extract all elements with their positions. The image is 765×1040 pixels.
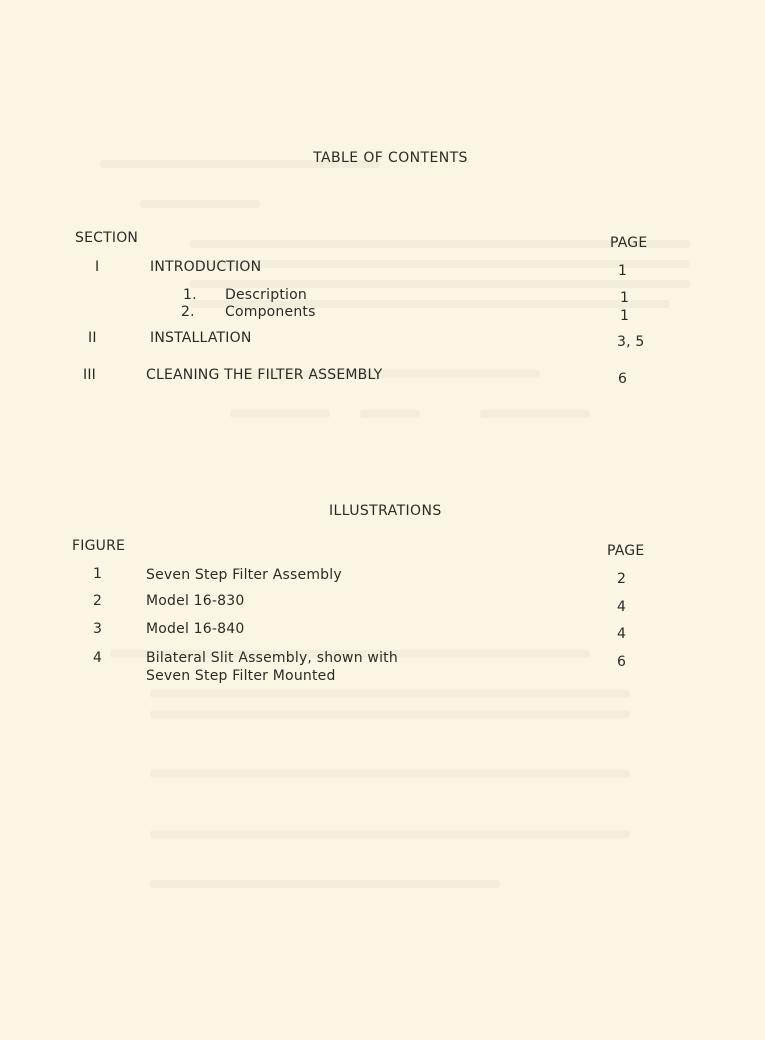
section-page: 3, 5 <box>617 334 645 350</box>
figure-title: Model 16-840 <box>146 621 245 637</box>
figure-number: 1 <box>93 566 103 582</box>
figure-title-continued: Seven Step Filter Mounted <box>146 668 336 684</box>
section-title: INTRODUCTION <box>150 259 262 275</box>
figure-page: 4 <box>617 599 627 615</box>
subsection-title: Description <box>225 287 307 303</box>
section-title: CLEANING THE FILTER ASSEMBLY <box>146 367 383 383</box>
bleed-through-texture <box>60 60 700 940</box>
figure-page: 2 <box>617 571 627 587</box>
figure-page: 6 <box>617 654 627 670</box>
section-title: INSTALLATION <box>150 330 252 346</box>
toc-page-column-header: PAGE <box>610 235 648 251</box>
figure-title: Seven Step Filter Assembly <box>146 567 342 583</box>
figure-title: Model 16-830 <box>146 593 245 609</box>
subsection-number: 2. <box>181 304 195 320</box>
figure-number: 4 <box>93 650 103 666</box>
figure-title: Bilateral Slit Assembly, shown with <box>146 650 398 666</box>
section-column-header: SECTION <box>75 230 139 246</box>
illustrations-title: ILLUSTRATIONS <box>329 503 442 519</box>
subsection-page: 1 <box>620 308 630 324</box>
toc-title: TABLE OF CONTENTS <box>313 150 468 166</box>
section-number: III <box>83 367 96 383</box>
section-number: I <box>95 259 100 275</box>
figure-page: 4 <box>617 626 627 642</box>
figure-number: 3 <box>93 621 103 637</box>
section-number: II <box>88 330 97 346</box>
figure-number: 2 <box>93 593 103 609</box>
illustrations-page-column-header: PAGE <box>607 543 645 559</box>
section-page: 1 <box>618 263 628 279</box>
section-page: 6 <box>618 371 628 387</box>
subsection-page: 1 <box>620 290 630 306</box>
figure-column-header: FIGURE <box>72 538 126 554</box>
subsection-number: 1. <box>183 287 197 303</box>
subsection-title: Components <box>225 304 316 320</box>
